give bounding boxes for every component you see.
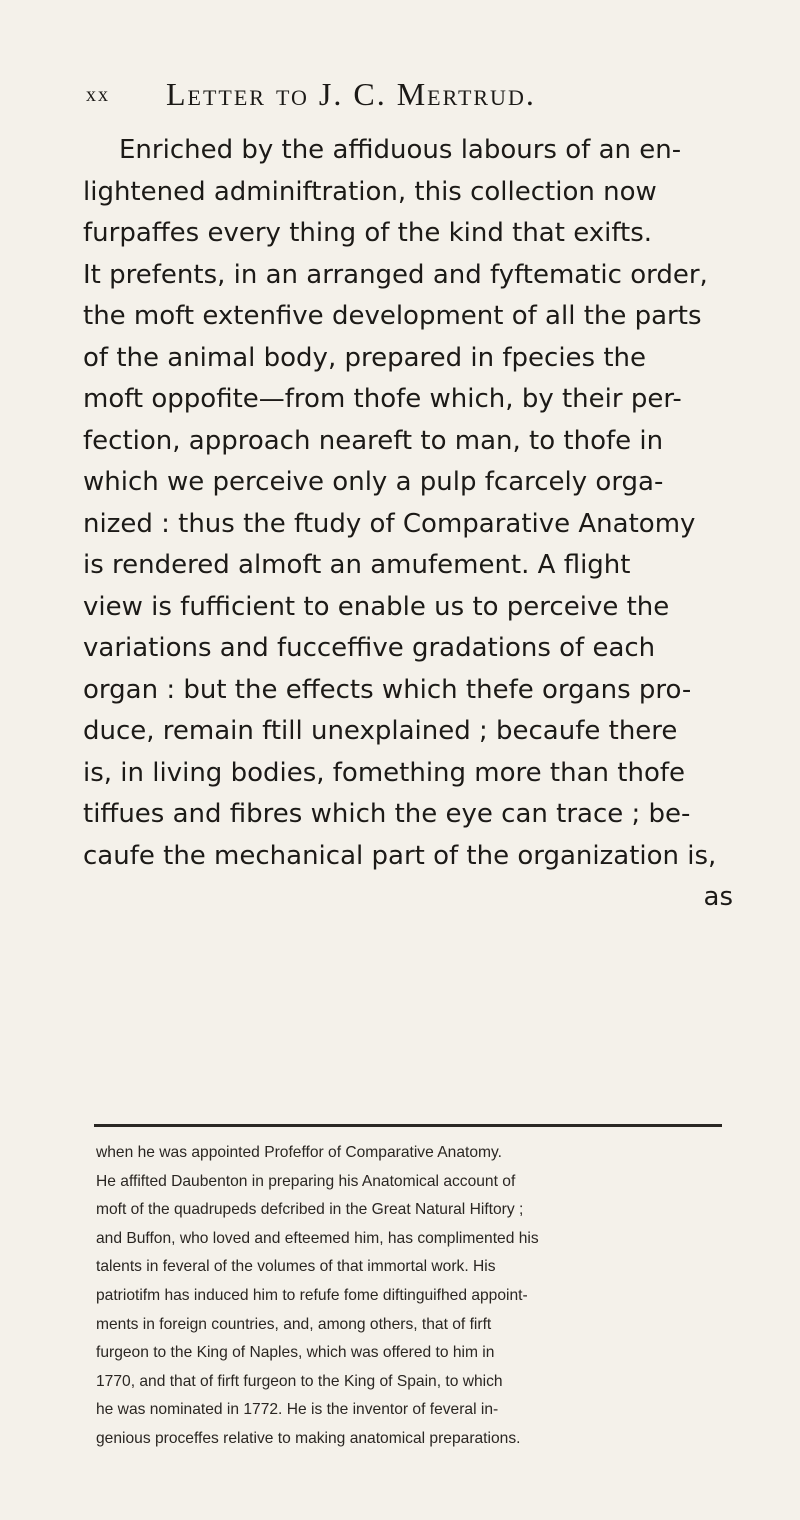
footnote-line: moft of the quadrupeds defcribed in the Great Natural Hiftory ; xyxy=(96,1201,524,1219)
footnote-line: He affifted Daubenton in preparing his Anatomical account of xyxy=(96,1172,516,1190)
footnote-line: genious proceffes relative to making anatomical preparations. xyxy=(96,1429,521,1447)
footnote-line: furgeon to the King of Naples, which was offered to him in xyxy=(96,1344,495,1362)
footnote-line: he was nominated in 1772. He is the inventor of feveral in- xyxy=(96,1401,499,1419)
text-line: Enriched by the affiduous labours of an en- xyxy=(119,135,682,165)
footnote-line: when he was appointed Profeffor of Comparative Anatomy. xyxy=(96,1144,502,1161)
text-line: variations and fucceffive gradations of each xyxy=(83,633,656,663)
text-line: furpaffes every thing of the kind that exifts. xyxy=(83,218,653,248)
running-head xyxy=(86,76,726,116)
text-line: caufe the mechanical part of the organization is, xyxy=(83,840,717,871)
text-line: nized : thus the ftudy of Comparative Anatomy xyxy=(83,508,696,539)
text-line: duce, remain ftill unexplained ; becaufe there xyxy=(83,716,678,746)
text-line: It prefents, in an arranged and fyftematic order, xyxy=(83,259,708,290)
footnote-line: 1770, and that of firft furgeon to the King of Spain, to which xyxy=(96,1372,503,1390)
text-line: which we perceive only a pulp fcarcely orga- xyxy=(83,467,664,497)
text-line: moft oppofite—from thofe which, by their per- xyxy=(83,384,682,414)
page-number: xx xyxy=(86,84,110,106)
text-line: view is fufficient to enable us to perceive the xyxy=(83,591,670,622)
text-line: is, in living bodies, fomething more than thofe xyxy=(83,757,685,788)
footnote-line: patriotifm has induced him to refufe fome diftinguifhed appoint- xyxy=(96,1286,528,1304)
footnote xyxy=(96,1139,736,1454)
text-line: tiffues and fibres which the eye can trace ; be- xyxy=(83,799,691,829)
main-text xyxy=(83,130,733,919)
text-line: fection, approach neareft to man, to thofe in xyxy=(83,425,664,456)
footnote-line: and Buffon, who loved and efteemed him, has complimented his xyxy=(96,1229,539,1247)
footnote-rule xyxy=(94,1124,722,1127)
footnote-line: talents in feveral of the volumes of that immortal work. His xyxy=(96,1258,496,1276)
footnote-line: ments in foreign countries, and, among others, that of firft xyxy=(96,1315,492,1333)
text-line: organ : but the effects which thefe organs pro- xyxy=(83,674,692,705)
text-line: of the animal body, prepared in fpecies the xyxy=(83,342,647,373)
text-line: lightened adminiftration, this collection now xyxy=(83,176,657,207)
text-line: the moft extenfive development of all the parts xyxy=(83,301,702,331)
running-title: Letter to J. C. Mertrud. xyxy=(166,76,536,112)
text-line: is rendered almoft an amufement. A flight xyxy=(83,550,631,580)
catchword: as xyxy=(703,882,733,912)
